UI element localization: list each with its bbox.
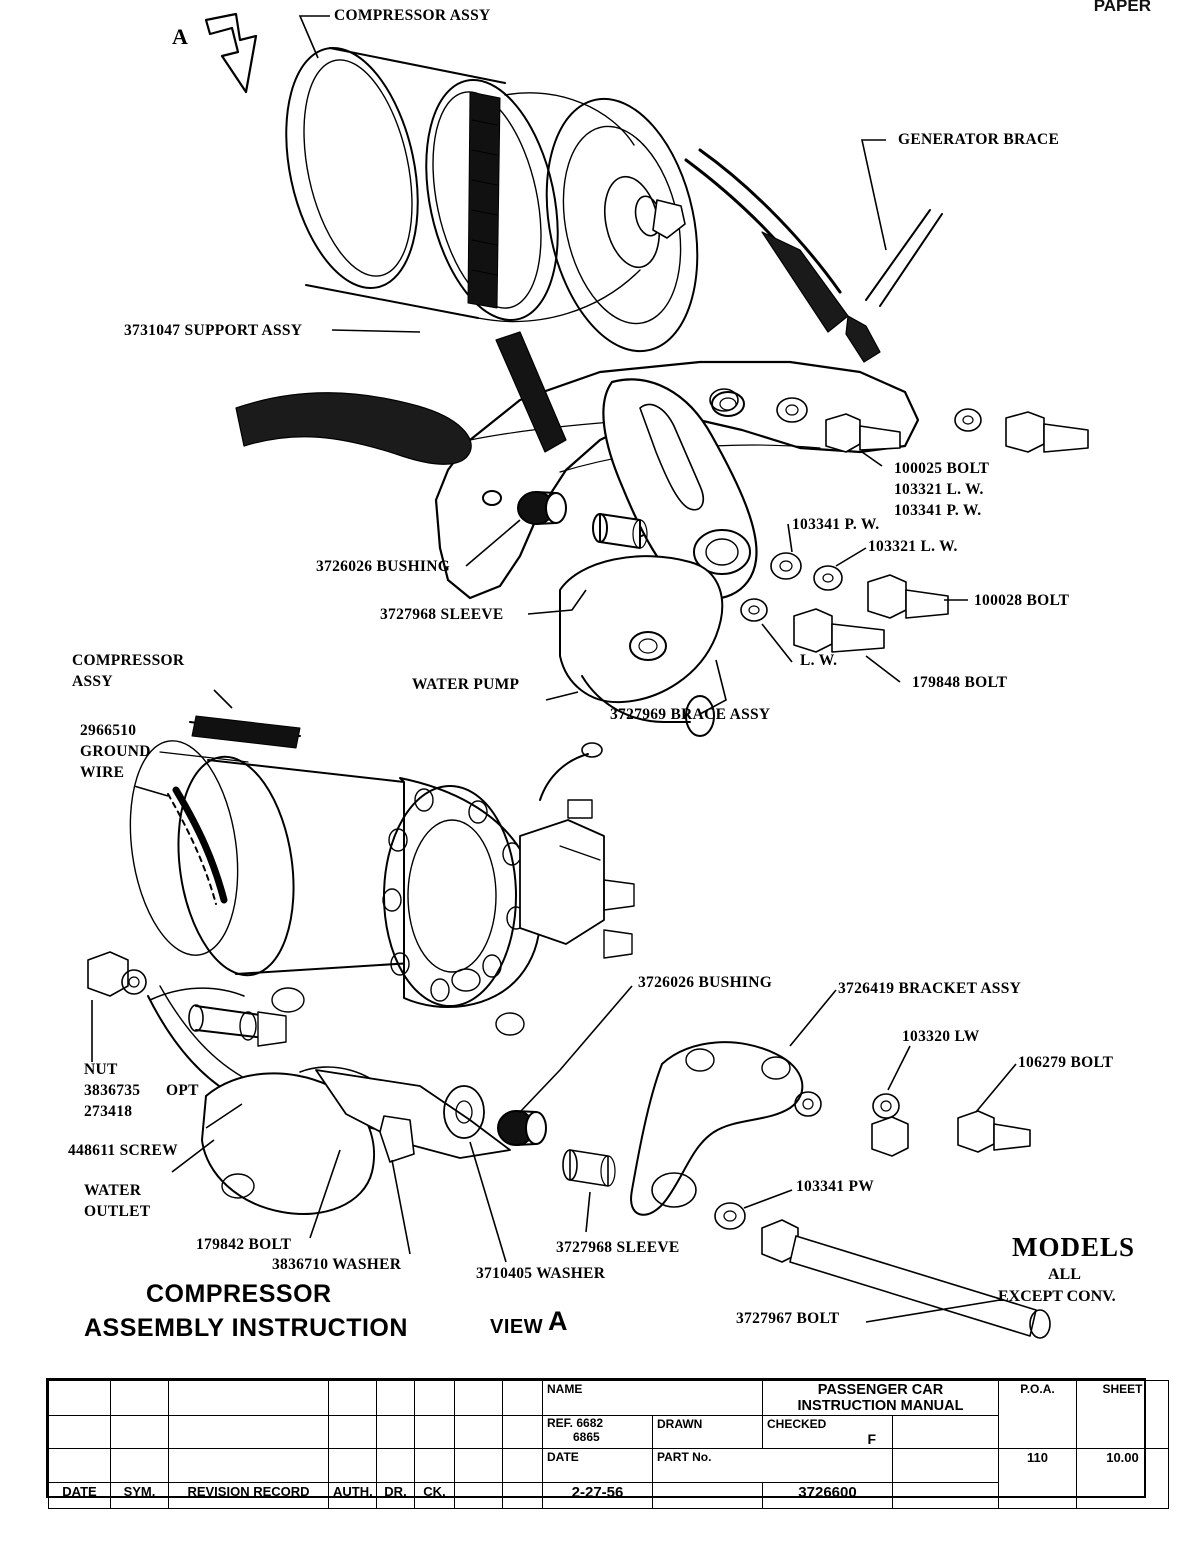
label-opt: OPT <box>166 1082 199 1099</box>
models-line1: ALL <box>1048 1266 1081 1283</box>
label-washer-3836710: 3836710 WASHER <box>272 1256 402 1273</box>
tb-name-value: PASSENGER CAR INSTRUCTION MANUAL <box>763 1381 999 1416</box>
label-compressor-assy-top: COMPRESSOR ASSY <box>334 7 491 24</box>
label-lw-103321: 103321 L. W. <box>894 481 984 498</box>
view-a-letter: A <box>548 1306 568 1336</box>
view-a-label: VIEW <box>490 1316 544 1338</box>
tb-drawn-label: DRAWN <box>653 1416 763 1449</box>
tb-part-no-label: PART No. <box>653 1449 893 1483</box>
label-washer-3710405: 3710405 WASHER <box>476 1265 606 1282</box>
tb-auth-label: AUTH. <box>329 1483 377 1509</box>
tb-ref-value-2: 6865 <box>573 1429 600 1444</box>
models-line2: EXCEPT CONV. <box>998 1288 1116 1305</box>
label-generator-brace: GENERATOR BRACE <box>898 131 1060 148</box>
label-screw-448611: 448611 SCREW <box>68 1142 178 1159</box>
label-sleeve-3727968: 3727968 SLEEVE <box>380 606 504 623</box>
label-ground-wire-2: GROUND <box>80 743 151 760</box>
label-pw-103341-lower: 103341 PW <box>796 1178 875 1195</box>
tb-name-label: NAME <box>543 1381 763 1416</box>
tb-ref-value-1: 6682 <box>576 1416 604 1430</box>
label-water-outlet-1: WATER <box>84 1182 142 1199</box>
label-pw-103341: 103341 P. W. <box>894 502 982 519</box>
label-bushing-3726026: 3726026 BUSHING <box>316 558 451 575</box>
label-pw-103341-b: 103341 P. W. <box>792 516 880 533</box>
tb-date-label-2: DATE <box>543 1449 653 1483</box>
title-block <box>46 1378 1146 1501</box>
label-bracket-assy-3726419: 3726419 BRACKET ASSY <box>838 980 1022 997</box>
tb-ref <box>543 1416 653 1449</box>
models-heading: MODELS <box>1012 1232 1136 1262</box>
tb-sheet-label: SHEET <box>1077 1381 1169 1449</box>
tb-revision-label: REVISION RECORD <box>169 1483 329 1509</box>
label-bolt-179848: 179848 BOLT <box>912 674 1008 691</box>
tb-sym-label: SYM. <box>111 1483 169 1509</box>
drawing-title-line2: ASSEMBLY INSTRUCTION <box>84 1314 408 1342</box>
tb-checked <box>763 1416 893 1449</box>
label-ground-wire-1: 2966510 <box>80 722 137 739</box>
label-bolt-100025: 100025 BOLT <box>894 460 990 477</box>
label-bolt-100028: 100028 BOLT <box>974 592 1070 609</box>
tb-checked-value: F <box>867 1431 876 1447</box>
label-brace-assy-3727969: 3727969 BRACE ASSY <box>610 706 771 723</box>
tb-part-no-value: 3726600 <box>763 1483 893 1509</box>
tb-poa-value: 110 <box>999 1449 1077 1509</box>
tb-ck-label: CK. <box>415 1483 455 1509</box>
label-lw-103321-b: 103321 L. W. <box>868 538 958 555</box>
drawing-title-line1: COMPRESSOR <box>146 1280 332 1308</box>
tb-ref-label: REF. <box>547 1416 574 1430</box>
label-compressor-assy-lower-2: ASSY <box>72 673 113 690</box>
tb-date-value: 2-27-56 <box>543 1483 653 1509</box>
label-lw-plain: L. W. <box>800 652 838 669</box>
page-header-partial: PAPER <box>1093 0 1151 15</box>
label-nut-1: NUT <box>84 1061 118 1078</box>
label-lw-103320: 103320 LW <box>902 1028 980 1045</box>
label-compressor-assy-lower-1: COMPRESSOR <box>72 652 185 669</box>
label-nut-2: 3836735 <box>84 1082 141 1099</box>
tb-poa-label: P.O.A. <box>999 1381 1077 1449</box>
tb-checked-label: CHECKED <box>767 1417 827 1431</box>
tb-sheet-value: 10.00 <box>1077 1449 1169 1509</box>
label-support-assy: 3731047 SUPPORT ASSY <box>124 322 303 339</box>
label-bushing-3726026-lower: 3726026 BUSHING <box>638 974 773 991</box>
label-nut-3: 273418 <box>84 1103 133 1120</box>
tb-date-label: DATE <box>49 1483 111 1509</box>
label-bolt-106279: 106279 BOLT <box>1018 1054 1114 1071</box>
label-water-outlet-2: OUTLET <box>84 1203 151 1220</box>
label-bolt-179842: 179842 BOLT <box>196 1236 292 1253</box>
tb-dr-label: DR. <box>377 1483 415 1509</box>
label-ground-wire-3: WIRE <box>80 764 125 781</box>
label-sleeve-3727968-lower: 3727968 SLEEVE <box>556 1239 680 1256</box>
view-a-marker-top: A <box>172 24 189 49</box>
label-bolt-3727967: 3727967 BOLT <box>736 1310 840 1327</box>
label-water-pump: WATER PUMP <box>412 676 520 693</box>
